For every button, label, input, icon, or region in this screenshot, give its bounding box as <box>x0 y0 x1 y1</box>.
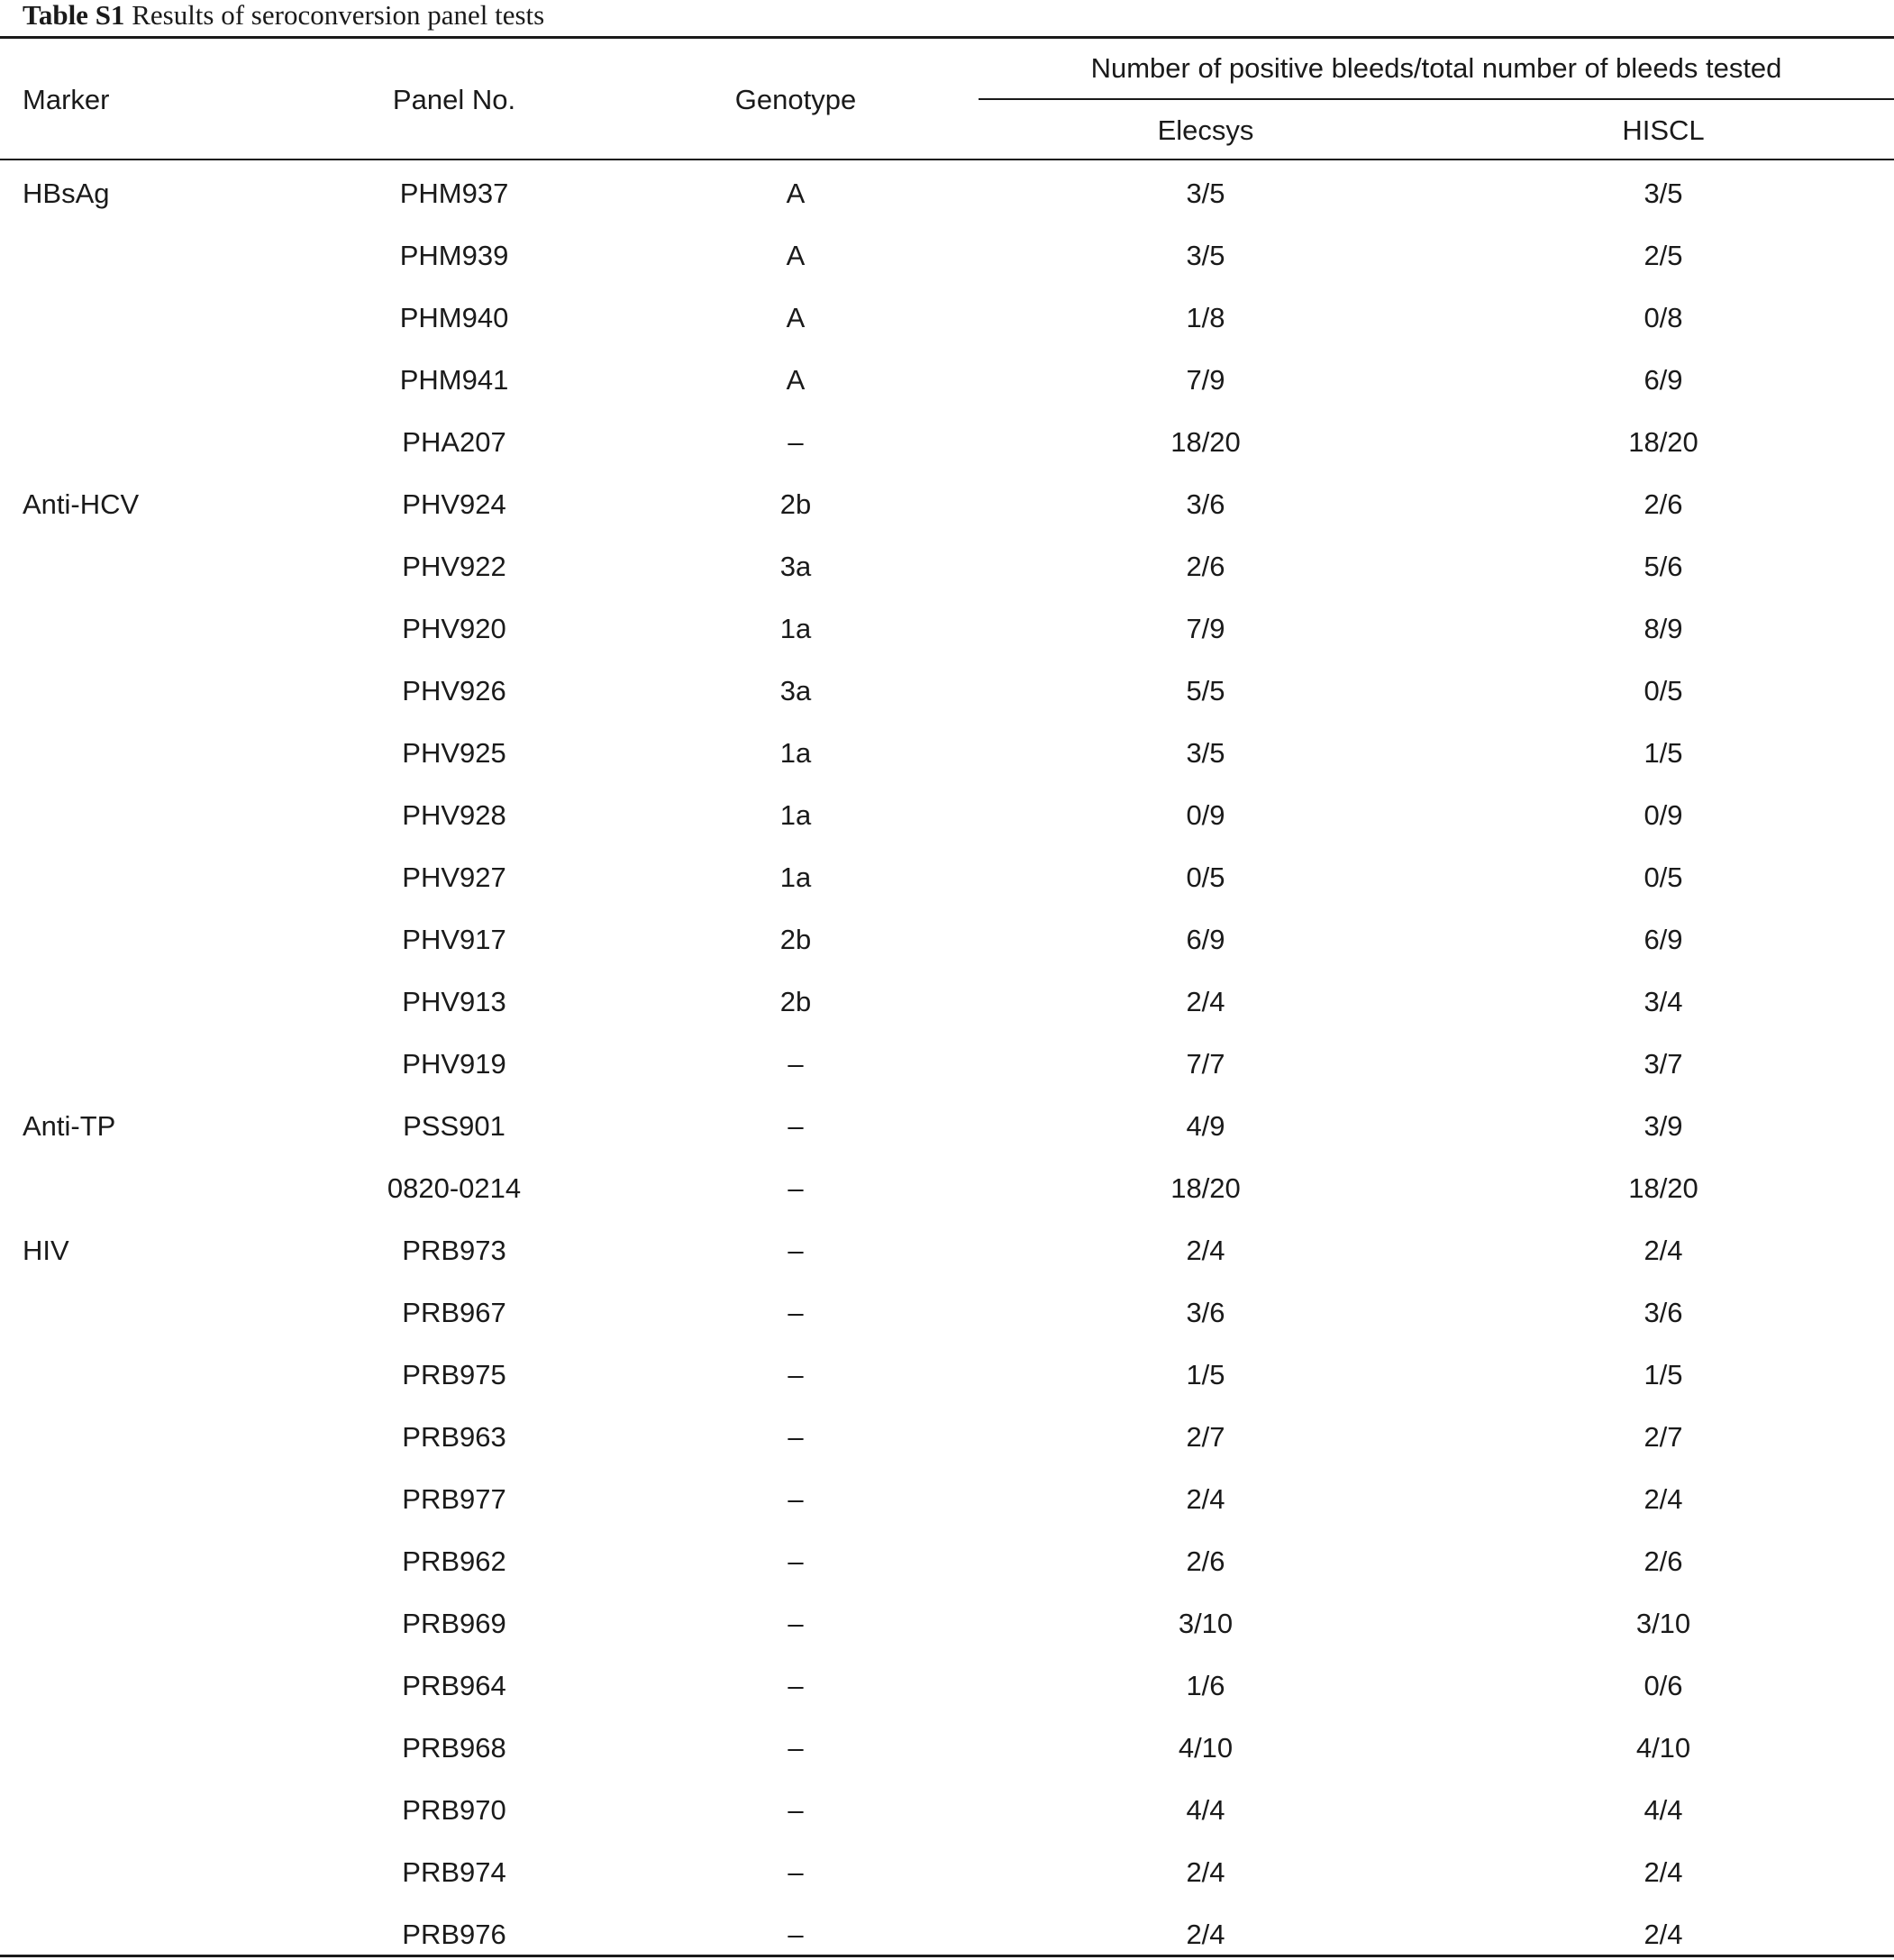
cell-elecsys: 3/6 <box>1186 1297 1225 1328</box>
cell-elecsys: 2/4 <box>1186 1856 1225 1888</box>
cell-elecsys: 2/6 <box>1186 1545 1225 1577</box>
cell-elecsys: 1/5 <box>1186 1359 1225 1390</box>
cell-elecsys: 3/5 <box>1186 178 1225 209</box>
cell-elecsys: 0/5 <box>1186 861 1225 893</box>
header-genotype: Genotype <box>734 84 857 115</box>
cell-elecsys: 18/20 <box>1170 426 1241 458</box>
cell-elecsys: 2/4 <box>1186 986 1225 1017</box>
cell-elecsys: 2/4 <box>1186 1919 1225 1950</box>
cell-elecsys: 4/4 <box>1186 1794 1225 1826</box>
cell-genotype: – <box>788 1172 804 1204</box>
cell-panel-no: PRB977 <box>402 1483 506 1515</box>
header-elecsys: Elecsys <box>1157 114 1254 146</box>
cell-hiscl: 4/10 <box>1635 1732 1691 1764</box>
cell-panel-no: PRB964 <box>402 1670 506 1701</box>
cell-hiscl: 2/7 <box>1644 1421 1683 1453</box>
cell-genotype: – <box>788 1110 804 1142</box>
cell-genotype: 2b <box>779 488 812 520</box>
cell-genotype: 1a <box>779 861 812 893</box>
table-caption-label: Table S1 <box>23 0 125 31</box>
cell-genotype: – <box>788 1794 804 1826</box>
cell-hiscl: 2/4 <box>1644 1483 1683 1515</box>
cell-elecsys: 3/10 <box>1178 1608 1234 1639</box>
cell-elecsys: 7/9 <box>1186 613 1225 644</box>
cell-panel-no: PSS901 <box>403 1110 505 1142</box>
cell-hiscl: 1/5 <box>1644 1359 1683 1390</box>
cell-elecsys: 4/9 <box>1186 1110 1225 1142</box>
cell-hiscl: 3/7 <box>1644 1048 1683 1080</box>
cell-elecsys: 2/6 <box>1186 551 1225 582</box>
cell-panel-no: PHA207 <box>402 426 506 458</box>
cell-hiscl: 2/4 <box>1644 1919 1683 1950</box>
cell-elecsys: 2/4 <box>1186 1483 1225 1515</box>
cell-genotype: – <box>788 1608 804 1639</box>
cell-hiscl: 0/5 <box>1644 675 1683 707</box>
cell-hiscl: 1/5 <box>1644 737 1683 769</box>
cell-genotype: – <box>788 1421 804 1453</box>
cell-hiscl: 3/4 <box>1644 986 1683 1017</box>
cell-genotype: – <box>788 1359 804 1390</box>
cell-genotype: 3a <box>779 675 812 707</box>
cell-panel-no: PHV913 <box>402 986 506 1017</box>
cell-hiscl: 2/6 <box>1644 1545 1683 1577</box>
cell-marker: Anti-HCV <box>23 488 140 520</box>
cell-genotype: – <box>788 1670 804 1701</box>
cell-panel-no: PRB963 <box>402 1421 506 1453</box>
header-marker: Marker <box>23 84 110 115</box>
cell-genotype: A <box>786 302 806 333</box>
cell-panel-no: PRB973 <box>402 1235 506 1266</box>
cell-elecsys: 1/8 <box>1186 302 1225 333</box>
cell-genotype: 1a <box>779 737 812 769</box>
cell-hiscl: 0/5 <box>1644 861 1683 893</box>
cell-hiscl: 2/5 <box>1644 240 1683 271</box>
cell-genotype: A <box>786 178 806 209</box>
cell-genotype: 3a <box>779 551 812 582</box>
cell-elecsys: 18/20 <box>1170 1172 1241 1204</box>
cell-elecsys: 3/6 <box>1186 488 1225 520</box>
cell-genotype: – <box>788 426 804 458</box>
cell-elecsys: 3/5 <box>1186 240 1225 271</box>
cell-elecsys: 3/5 <box>1186 737 1225 769</box>
cell-genotype: – <box>788 1048 804 1080</box>
header-panel-no: Panel No. <box>392 84 516 115</box>
cell-genotype: – <box>788 1856 804 1888</box>
cell-marker: Anti-TP <box>23 1110 116 1142</box>
cell-hiscl: 4/4 <box>1644 1794 1683 1826</box>
cell-genotype: 2b <box>779 924 812 955</box>
cell-elecsys: 0/9 <box>1186 799 1225 831</box>
cell-hiscl: 8/9 <box>1644 613 1683 644</box>
cell-hiscl: 18/20 <box>1628 426 1698 458</box>
cell-genotype: – <box>788 1483 804 1515</box>
cell-elecsys: 5/5 <box>1186 675 1225 707</box>
cell-genotype: A <box>786 364 806 396</box>
cell-panel-no: PHM937 <box>399 178 509 209</box>
cell-panel-no: PRB974 <box>402 1856 506 1888</box>
cell-elecsys: 4/10 <box>1178 1732 1234 1764</box>
cell-panel-no: PHV922 <box>402 551 506 582</box>
cell-panel-no: PHV926 <box>402 675 506 707</box>
cell-hiscl: 0/8 <box>1644 302 1683 333</box>
cell-panel-no: PRB962 <box>402 1545 506 1577</box>
cell-panel-no: PRB976 <box>402 1919 506 1950</box>
cell-genotype: – <box>788 1235 804 1266</box>
cell-panel-no: PRB970 <box>402 1794 506 1826</box>
cell-panel-no: PRB975 <box>402 1359 506 1390</box>
cell-genotype: – <box>788 1732 804 1764</box>
cell-hiscl: 2/6 <box>1644 488 1683 520</box>
cell-genotype: 1a <box>779 799 812 831</box>
cell-panel-no: PRB969 <box>402 1608 506 1639</box>
cell-hiscl: 6/9 <box>1644 924 1683 955</box>
cell-hiscl: 0/9 <box>1644 799 1683 831</box>
cell-genotype: – <box>788 1297 804 1328</box>
cell-elecsys: 6/9 <box>1186 924 1225 955</box>
table-bottom-rule <box>0 1955 1894 1957</box>
cell-hiscl: 5/6 <box>1644 551 1683 582</box>
cell-panel-no: PHV924 <box>402 488 506 520</box>
cell-genotype: – <box>788 1919 804 1950</box>
cell-panel-no: PHV919 <box>402 1048 506 1080</box>
header-group-positive-bleeds: Number of positive bleeds/total number of bleeds tested <box>1090 52 1782 84</box>
cell-panel-no: PHV917 <box>402 924 506 955</box>
cell-panel-no: PHV927 <box>402 861 506 893</box>
cell-hiscl: 18/20 <box>1628 1172 1698 1204</box>
table-caption-text: Results of seroconversion panel tests <box>124 0 545 31</box>
cell-genotype: 1a <box>779 613 812 644</box>
cell-panel-no: PHV928 <box>402 799 506 831</box>
cell-elecsys: 2/7 <box>1186 1421 1225 1453</box>
cell-elecsys: 7/9 <box>1186 364 1225 396</box>
cell-hiscl: 3/5 <box>1644 178 1683 209</box>
cell-panel-no: PRB968 <box>402 1732 506 1764</box>
cell-hiscl: 2/4 <box>1644 1235 1683 1266</box>
cell-hiscl: 3/9 <box>1644 1110 1683 1142</box>
cell-panel-no: PHV925 <box>402 737 506 769</box>
cell-elecsys: 1/6 <box>1186 1670 1225 1701</box>
cell-genotype: A <box>786 240 806 271</box>
cell-hiscl: 2/4 <box>1644 1856 1683 1888</box>
cell-marker: HBsAg <box>23 178 110 209</box>
cell-elecsys: 2/4 <box>1186 1235 1225 1266</box>
cell-hiscl: 3/6 <box>1644 1297 1683 1328</box>
cell-panel-no: PHM939 <box>399 240 509 271</box>
cell-panel-no: PRB967 <box>402 1297 506 1328</box>
cell-genotype: – <box>788 1545 804 1577</box>
cell-marker: HIV <box>23 1235 69 1266</box>
cell-hiscl: 0/6 <box>1644 1670 1683 1701</box>
cell-hiscl: 3/10 <box>1635 1608 1691 1639</box>
cell-panel-no: 0820-0214 <box>387 1172 522 1204</box>
cell-genotype: 2b <box>779 986 812 1017</box>
header-hiscl: HISCL <box>1622 114 1705 146</box>
cell-panel-no: PHM941 <box>399 364 509 396</box>
cell-hiscl: 6/9 <box>1644 364 1683 396</box>
cell-panel-no: PHV920 <box>402 613 506 644</box>
cell-elecsys: 7/7 <box>1186 1048 1225 1080</box>
cell-panel-no: PHM940 <box>399 302 509 333</box>
